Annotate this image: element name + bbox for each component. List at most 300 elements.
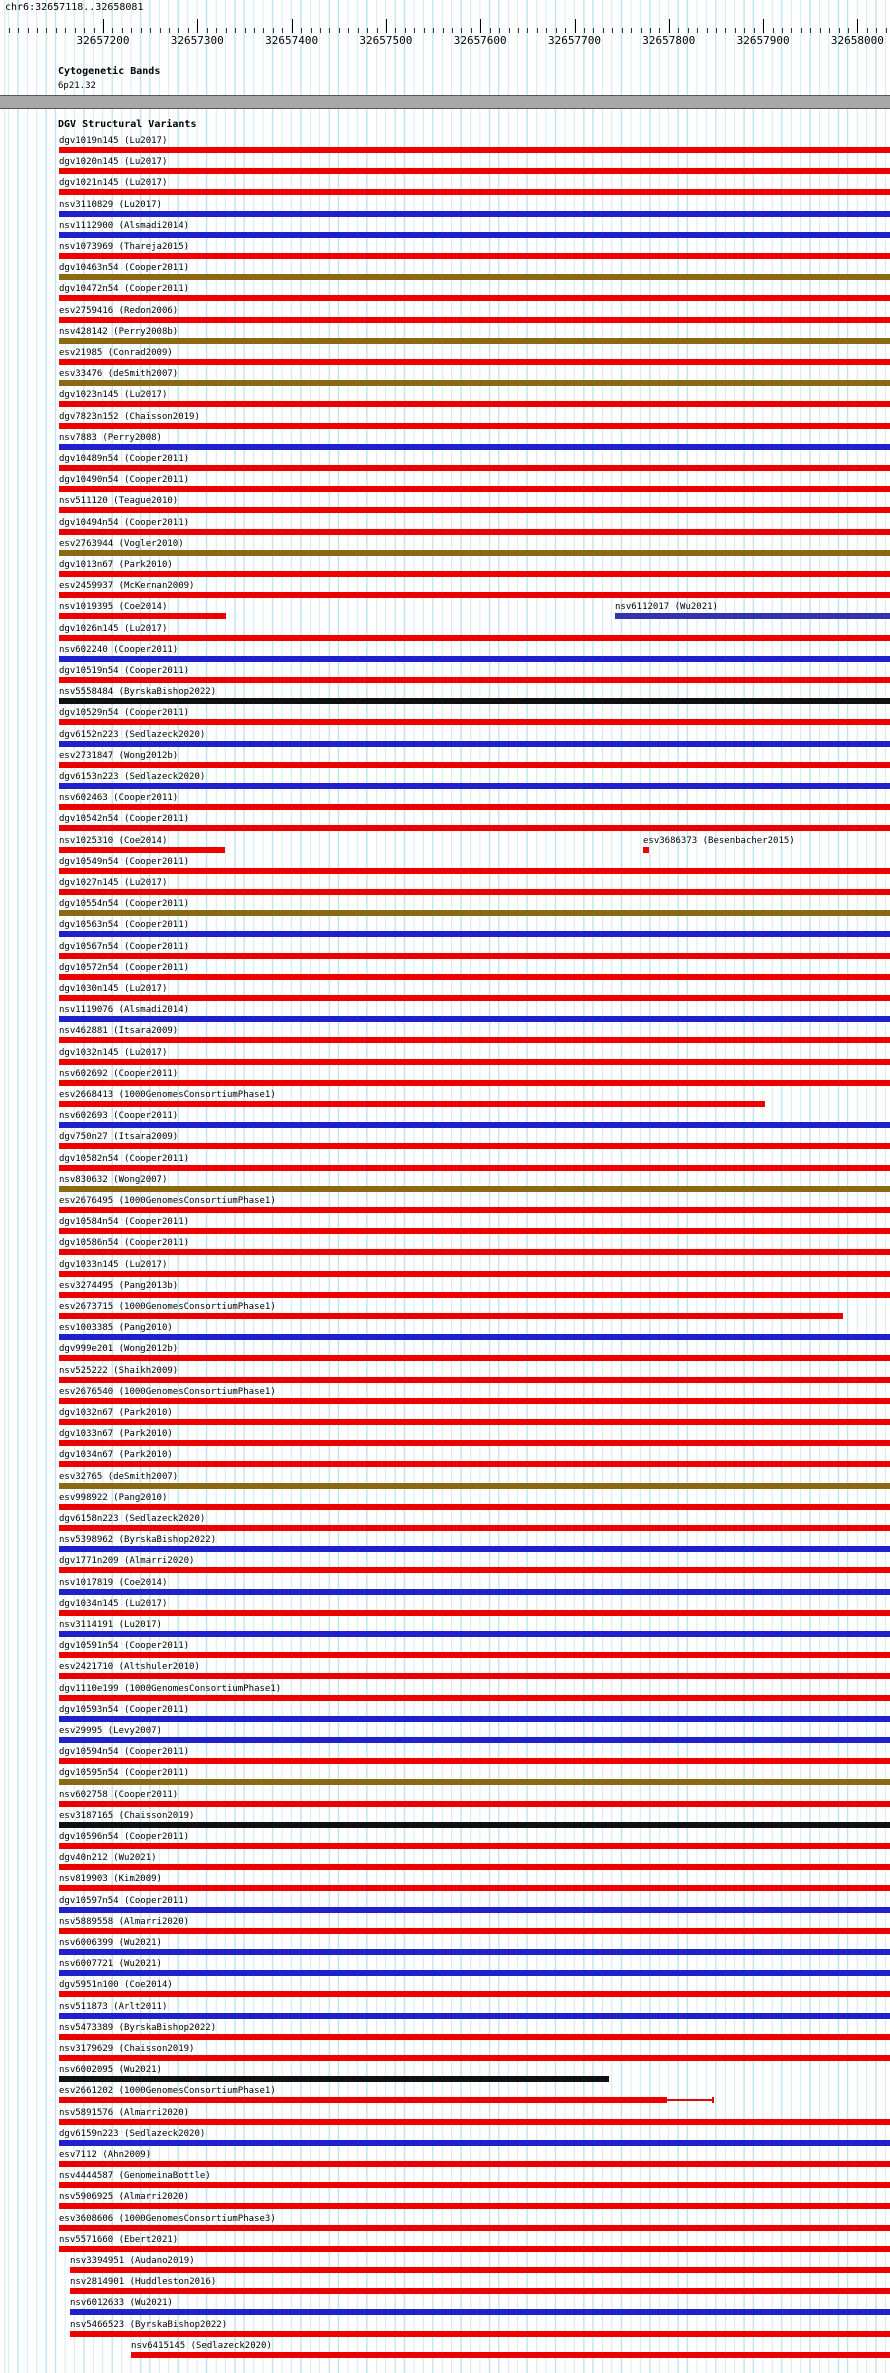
variant-bar[interactable]	[59, 444, 890, 450]
ruler-minor-tick	[810, 28, 811, 33]
variant-bar[interactable]	[59, 741, 890, 747]
variant-bar[interactable]	[59, 232, 890, 238]
variant-bar[interactable]	[59, 1165, 890, 1171]
variant-bar[interactable]	[59, 1652, 890, 1658]
ruler-minor-tick	[886, 28, 887, 33]
variant-label: dgv10542n54 (Cooper2011)	[59, 814, 190, 825]
variant-bar[interactable]	[59, 2225, 890, 2231]
ruler-tick-label: 32657700	[548, 34, 601, 47]
variant-bar[interactable]	[59, 1016, 890, 1022]
ruler-minor-tick	[405, 28, 406, 33]
ruler-minor-tick	[141, 28, 142, 33]
variant-label: nsv3179629 (Chaisson2019)	[59, 2044, 195, 2054]
variant-label: nsv5473389 (ByrskaBishop2022)	[59, 2022, 217, 2033]
variant-label: dgv10597n54 (Cooper2011)	[59, 1895, 190, 1906]
variant-label: esv1003385 (Pang2010)	[59, 1323, 173, 1334]
variant-label: dgv10596n54 (Cooper2011)	[59, 1832, 190, 1842]
ruler-minor-tick	[565, 28, 566, 33]
variant-bar[interactable]	[59, 507, 890, 513]
variant-label: dgv6158n223 (Sedlazeck2020)	[59, 1514, 206, 1524]
ruler-minor-tick	[94, 28, 95, 33]
variant-bar[interactable]	[59, 974, 890, 980]
ruler-minor-tick	[282, 28, 283, 33]
variant-tail-line	[667, 2099, 713, 2101]
variant-label: nsv525222 (Shaikh2009)	[59, 1365, 179, 1376]
variant-bar[interactable]	[59, 2097, 667, 2103]
variant-label: nsv6006399 (Wu2021)	[59, 1938, 162, 1948]
variant-bar[interactable]	[59, 1610, 890, 1616]
variant-label: nsv7883 (Perry2008)	[59, 432, 162, 443]
variant-bar[interactable]	[59, 656, 890, 662]
ruler-minor-tick	[263, 28, 264, 33]
ruler-minor-tick	[37, 28, 38, 33]
ruler-minor-tick	[254, 28, 255, 33]
variant-bar[interactable]	[59, 2013, 890, 2019]
variant-bar[interactable]	[59, 2119, 890, 2125]
ruler-tick-label: 32657600	[453, 34, 507, 47]
ruler-minor-tick	[707, 28, 708, 33]
ruler-minor-tick	[678, 28, 679, 33]
variant-bar[interactable]	[59, 1377, 890, 1383]
variant-label: nsv511873 (Arlt2011)	[59, 2001, 168, 2012]
variant-label: nsv5398962 (ByrskaBishop2022)	[59, 1535, 217, 1546]
variant-bar[interactable]	[59, 274, 890, 280]
ruler-minor-tick	[622, 28, 623, 33]
variant-bar[interactable]	[59, 719, 890, 725]
variant-bar[interactable]	[59, 1589, 890, 1595]
variant-bar[interactable]	[59, 1779, 890, 1785]
ruler-minor-tick	[773, 28, 774, 33]
variant-label: dgv1033n145 (Lu2017)	[59, 1259, 168, 1270]
variant-bar[interactable]	[59, 1991, 890, 1997]
ruler-minor-tick	[829, 28, 830, 33]
ruler-minor-tick	[546, 28, 547, 33]
variant-bar[interactable]	[59, 1440, 890, 1446]
variant-bar[interactable]	[59, 486, 890, 492]
variant-bar[interactable]	[59, 592, 890, 598]
variant-label: esv3608606 (1000GenomesConsortiumPhase3)	[59, 2213, 276, 2224]
variant-label: nsv830632 (Wong2007)	[59, 1174, 168, 1185]
ruler-minor-tick	[688, 28, 689, 33]
ruler-minor-tick	[839, 28, 840, 33]
variant-label: dgv10529n54 (Cooper2011)	[59, 708, 190, 719]
variant-bar[interactable]	[59, 1822, 890, 1828]
ruler-major-tick	[857, 19, 858, 33]
ruler-minor-tick	[178, 28, 179, 33]
variant-bar[interactable]	[70, 2267, 890, 2273]
variant-bar[interactable]	[59, 1334, 890, 1340]
variant-label: esv3686373 (Besenbacher2015)	[643, 835, 795, 846]
variant-label: nsv511120 (Teague2010)	[59, 496, 179, 507]
variant-label: nsv4444587 (GenomeinaBottle)	[59, 2171, 211, 2182]
variant-bar[interactable]	[59, 1885, 890, 1891]
variant-bar[interactable]	[59, 1122, 890, 1128]
variant-label: esv2676495 (1000GenomesConsortiumPhase1)	[59, 1196, 276, 1206]
variant-bar[interactable]	[59, 847, 225, 853]
variant-label: dgv1020n145 (Lu2017)	[59, 157, 168, 168]
variant-bar[interactable]	[59, 2034, 890, 2040]
variant-bar[interactable]	[59, 1249, 890, 1255]
variant-label: nsv6007721 (Wu2021)	[59, 1959, 162, 1970]
ruler-minor-tick	[46, 28, 47, 33]
variant-bar[interactable]	[615, 613, 890, 619]
variant-bar[interactable]	[59, 189, 890, 195]
variant-label: esv21985 (Conrad2009)	[59, 348, 173, 358]
variant-label: dgv1034n67 (Park2010)	[59, 1450, 173, 1461]
ruler-major-tick	[763, 19, 764, 33]
ruler-major-tick	[480, 19, 481, 33]
variant-label: nsv819903 (Kim2009)	[59, 1874, 162, 1885]
ruler-minor-tick	[18, 28, 19, 33]
ruler-minor-tick	[150, 28, 151, 33]
ruler-minor-tick	[28, 28, 29, 33]
variant-label: nsv3394951 (Audano2019)	[70, 2256, 195, 2266]
variant-label: esv998922 (Pang2010)	[59, 1492, 168, 1503]
variant-bar[interactable]	[59, 1801, 890, 1807]
cytoband-name: 6p21.32	[58, 81, 96, 91]
variant-label: nsv5466523 (ByrskaBishop2022)	[70, 2319, 228, 2330]
ruler-minor-tick	[75, 28, 76, 33]
ruler-minor-tick	[56, 28, 57, 33]
variant-label: nsv1073969 (Thareja2015)	[59, 242, 190, 252]
variant-label: nsv5891576 (Almarri2020)	[59, 2107, 190, 2118]
variant-bar[interactable]	[59, 211, 890, 217]
variant-bar[interactable]	[59, 2161, 890, 2167]
variant-label: nsv6012633 (Wu2021)	[70, 2298, 173, 2309]
variant-label: dgv10519n54 (Cooper2011)	[59, 666, 190, 676]
ruler-tick-label: 32657400	[265, 34, 319, 47]
variant-label: dgv40n212 (Wu2021)	[59, 1853, 157, 1864]
variant-bar[interactable]	[59, 1292, 890, 1298]
ruler-minor-tick	[9, 28, 10, 33]
variant-bar[interactable]	[59, 1843, 890, 1849]
ruler-major-tick	[669, 19, 670, 33]
variant-label: esv3187165 (Chaisson2019)	[59, 1810, 195, 1821]
variant-bar[interactable]	[59, 1737, 890, 1743]
ruler-minor-tick	[537, 28, 538, 33]
variant-bar[interactable]	[59, 1037, 890, 1043]
ruler-minor-tick	[499, 28, 500, 33]
variant-bar[interactable]	[59, 783, 890, 789]
ruler-minor-tick	[659, 28, 660, 33]
ruler-minor-tick	[518, 28, 519, 33]
ruler-minor-tick	[311, 28, 312, 33]
variant-bar[interactable]	[59, 2055, 890, 2061]
variant-bar[interactable]	[59, 423, 890, 429]
variant-label: dgv6153n223 (Sedlazeck2020)	[59, 772, 206, 782]
variant-bar[interactable]	[59, 1716, 890, 1722]
variant-label: dgv10586n54 (Cooper2011)	[59, 1238, 190, 1249]
ruler-minor-tick	[490, 28, 491, 33]
ruler-minor-tick	[84, 28, 85, 33]
variant-bar[interactable]	[59, 2076, 609, 2082]
variant-bar[interactable]	[59, 698, 890, 704]
variant-bar[interactable]	[59, 1271, 890, 1277]
ruler-minor-tick	[160, 28, 161, 33]
variant-label: nsv6002095 (Wu2021)	[59, 2065, 162, 2076]
cytoband-bar[interactable]	[0, 95, 890, 109]
variant-bar[interactable]	[59, 1461, 890, 1467]
ruler-minor-tick	[801, 28, 802, 33]
ruler-minor-tick	[697, 28, 698, 33]
variant-bar[interactable]	[70, 2288, 890, 2294]
variant-label: esv2673715 (1000GenomesConsortiumPhase1)	[59, 1302, 276, 1312]
variant-bar[interactable]	[59, 1228, 890, 1234]
variant-bar[interactable]	[59, 613, 226, 619]
variant-bar[interactable]	[59, 931, 890, 937]
variant-bar[interactable]	[59, 1695, 890, 1701]
ruler-minor-tick	[820, 28, 821, 33]
variant-bar[interactable]	[59, 168, 890, 174]
ruler-minor-tick	[273, 28, 274, 33]
variant-bar[interactable]	[59, 380, 890, 386]
ruler-major-tick	[197, 19, 198, 33]
variant-bar[interactable]	[59, 571, 890, 577]
variant-label: esv2459937 (McKernan2009)	[59, 581, 195, 592]
ruler-minor-tick	[471, 28, 472, 33]
variant-bar[interactable]	[59, 359, 890, 365]
variant-bar[interactable]	[59, 1398, 890, 1404]
variant-bar[interactable]	[59, 1143, 890, 1149]
ruler-tick-label: 32657900	[736, 34, 790, 47]
ruler-minor-tick	[131, 28, 132, 33]
variant-bar[interactable]	[59, 1059, 890, 1065]
variant-label: dgv1021n145 (Lu2017)	[59, 178, 168, 189]
ruler-minor-tick	[112, 28, 113, 33]
variant-bar[interactable]	[59, 1483, 890, 1489]
variant-bar[interactable]	[59, 1546, 890, 1552]
variant-bar[interactable]	[59, 401, 890, 407]
variant-label: dgv1030n145 (Lu2017)	[59, 984, 168, 994]
dgv-track-title: DGV Structural Variants	[58, 119, 197, 130]
variant-label: dgv10572n54 (Cooper2011)	[59, 962, 190, 973]
variant-bar[interactable]	[59, 1525, 890, 1531]
variant-label: nsv602463 (Cooper2011)	[59, 793, 179, 804]
variant-label: esv2759416 (Redon2006)	[59, 305, 179, 316]
variant-bar[interactable]	[59, 804, 890, 810]
variant-bar[interactable]	[59, 1419, 890, 1425]
ruler-minor-tick	[235, 28, 236, 33]
variant-label: esv7112 (Ahn2009)	[59, 2150, 152, 2160]
variant-bar[interactable]	[59, 1101, 765, 1107]
ruler-major-tick	[575, 19, 576, 33]
variant-bar[interactable]	[59, 550, 890, 556]
ruler-minor-tick	[791, 28, 792, 33]
variant-label: dgv1034n145 (Lu2017)	[59, 1598, 168, 1609]
variant-bar[interactable]	[59, 1907, 890, 1913]
ruler-minor-tick	[245, 28, 246, 33]
variant-label: dgv1110e199 (1000GenomesConsortiumPhase1)	[59, 1683, 282, 1694]
variant-bar[interactable]	[59, 1758, 890, 1764]
variant-label: esv2731847 (Wong2012b)	[59, 750, 179, 761]
variant-tail-tick	[712, 2097, 714, 2103]
variant-label: nsv5571660 (Ebert2021)	[59, 2234, 179, 2245]
variant-bar[interactable]	[59, 1355, 890, 1361]
ruler-minor-tick	[169, 28, 170, 33]
variant-bar[interactable]	[131, 2352, 890, 2358]
variant-label: dgv10567n54 (Cooper2011)	[59, 941, 190, 952]
variant-bar[interactable]	[59, 635, 890, 641]
ruler-minor-tick	[461, 28, 462, 33]
ruler-tick-label: 32657800	[642, 34, 696, 47]
variant-label: nsv5889558 (Almarri2020)	[59, 1916, 190, 1927]
region-coordinates: chr6:32657118..32658081	[5, 2, 144, 13]
ruler-minor-tick	[226, 28, 227, 33]
ruler-major-tick	[103, 19, 104, 33]
variant-label: dgv10463n54 (Cooper2011)	[59, 263, 190, 274]
variant-bar[interactable]	[59, 1673, 890, 1679]
variant-label: esv29995 (Levy2007)	[59, 1726, 162, 1736]
ruler-minor-tick	[367, 28, 368, 33]
ruler-minor-tick	[358, 28, 359, 33]
ruler-minor-tick	[122, 28, 123, 33]
variant-label: dgv10595n54 (Cooper2011)	[59, 1768, 190, 1779]
variant-label: dgv5951n100 (Coe2014)	[59, 1980, 173, 1991]
variant-bar[interactable]	[59, 825, 890, 831]
variant-label: nsv1119076 (Alsmadi2014)	[59, 1005, 190, 1016]
variant-label: esv2668413 (1000GenomesConsortiumPhase1)	[59, 1090, 276, 1100]
ruler-minor-tick	[612, 28, 613, 33]
ruler-minor-tick	[641, 28, 642, 33]
variant-label: nsv602692 (Cooper2011)	[59, 1068, 179, 1079]
variant-label: nsv6112017 (Wu2021)	[615, 602, 718, 613]
variant-label: nsv1025310 (Coe2014)	[59, 835, 168, 846]
ruler-minor-tick	[433, 28, 434, 33]
variant-label: dgv1032n67 (Park2010)	[59, 1408, 173, 1418]
variant-bar[interactable]	[59, 953, 890, 959]
ruler-minor-tick	[452, 28, 453, 33]
variant-bar[interactable]	[59, 1864, 890, 1870]
variant-bar[interactable]	[59, 1504, 890, 1510]
variant-bar[interactable]	[59, 1567, 890, 1573]
variant-label: dgv1023n145 (Lu2017)	[59, 390, 168, 401]
ruler-tick-label: 32657500	[359, 34, 413, 47]
variant-label: esv33476 (deSmith2007)	[59, 369, 179, 380]
ruler-minor-tick	[876, 28, 877, 33]
ruler-minor-tick	[320, 28, 321, 33]
variant-label: dgv7823n152 (Chaisson2019)	[59, 411, 200, 422]
variant-label: dgv1019n145 (Lu2017)	[59, 136, 168, 146]
variant-bar[interactable]	[59, 317, 890, 323]
variant-bar[interactable]	[59, 253, 890, 259]
ruler-minor-tick	[527, 28, 528, 33]
variant-label: nsv2814901 (Huddleston2016)	[70, 2277, 217, 2288]
variant-bar[interactable]	[59, 2182, 890, 2188]
variant-label: dgv999e201 (Wong2012b)	[59, 1344, 179, 1355]
variant-bar[interactable]	[59, 2203, 890, 2209]
variant-bar[interactable]	[59, 1207, 890, 1213]
ruler-minor-tick	[65, 28, 66, 33]
variant-label: dgv6159n223 (Sedlazeck2020)	[59, 2128, 206, 2139]
variant-bar[interactable]	[59, 889, 890, 895]
variant-bar[interactable]	[70, 2331, 890, 2337]
ruler-minor-tick	[782, 28, 783, 33]
variant-bar[interactable]	[59, 910, 890, 916]
variant-bar[interactable]	[59, 995, 890, 1001]
variant-bar[interactable]	[59, 338, 890, 344]
variant-label: esv2421710 (Altshuler2010)	[59, 1662, 200, 1673]
ruler-minor-tick	[716, 28, 717, 33]
variant-label: nsv1017819 (Coe2014)	[59, 1577, 168, 1588]
ruler-minor-tick	[725, 28, 726, 33]
ruler-minor-tick	[631, 28, 632, 33]
variant-label: dgv10490n54 (Cooper2011)	[59, 475, 190, 486]
variant-bar[interactable]	[59, 2246, 890, 2252]
ruler-minor-tick	[735, 28, 736, 33]
variant-bar[interactable]	[59, 1970, 890, 1976]
variant-bar[interactable]	[70, 2309, 890, 2315]
variant-bar[interactable]	[59, 295, 890, 301]
variant-bar[interactable]	[59, 147, 890, 153]
variant-bar[interactable]	[59, 1080, 890, 1086]
variant-label: esv3274495 (Pang2013b)	[59, 1280, 179, 1291]
variant-label: dgv10554n54 (Cooper2011)	[59, 899, 190, 910]
variant-label: dgv1033n67 (Park2010)	[59, 1429, 173, 1440]
variant-label: dgv10472n54 (Cooper2011)	[59, 284, 190, 295]
variant-bar[interactable]	[59, 677, 890, 683]
variant-label: nsv3110829 (Lu2017)	[59, 199, 162, 210]
ruler-minor-tick	[424, 28, 425, 33]
variant-label: dgv1027n145 (Lu2017)	[59, 878, 168, 888]
variant-label: dgv10494n54 (Cooper2011)	[59, 517, 190, 528]
ruler-minor-tick	[650, 28, 651, 33]
cytoband-track-title: Cytogenetic Bands	[58, 66, 161, 77]
variant-label: esv32765 (deSmith2007)	[59, 1471, 179, 1482]
variant-label: nsv1019395 (Coe2014)	[59, 602, 168, 613]
ruler-major-tick	[292, 19, 293, 33]
variant-bar[interactable]	[59, 2140, 890, 2146]
variant-label: esv2661202 (1000GenomesConsortiumPhase1)	[59, 2086, 276, 2097]
variant-bar[interactable]	[59, 529, 890, 535]
ruler-minor-tick	[301, 28, 302, 33]
variant-label: nsv5906925 (Almarri2020)	[59, 2192, 190, 2203]
ruler-minor-tick	[867, 28, 868, 33]
variant-label: dgv10584n54 (Cooper2011)	[59, 1217, 190, 1228]
variant-label: nsv1112900 (Alsmadi2014)	[59, 220, 190, 231]
variant-label: dgv10563n54 (Cooper2011)	[59, 920, 190, 931]
ruler-minor-tick	[414, 28, 415, 33]
ruler-minor-tick	[848, 28, 849, 33]
variant-label: dgv1013n67 (Park2010)	[59, 560, 173, 570]
variant-bar[interactable]	[643, 847, 649, 853]
ruler-tick-label: 32657200	[76, 34, 130, 47]
variant-label: esv2763944 (Vogler2010)	[59, 538, 184, 549]
variant-label: esv2676540 (1000GenomesConsortiumPhase1)	[59, 1386, 276, 1397]
ruler-minor-tick	[377, 28, 378, 33]
ruler-minor-tick	[395, 28, 396, 33]
ruler-minor-tick	[509, 28, 510, 33]
variant-label: dgv10489n54 (Cooper2011)	[59, 454, 190, 464]
ruler-minor-tick	[348, 28, 349, 33]
variant-bar[interactable]	[59, 1186, 890, 1192]
variant-bar[interactable]	[59, 868, 890, 874]
variant-bar[interactable]	[59, 762, 890, 768]
variant-label: nsv6415145 (Sedlazeck2020)	[131, 2340, 272, 2351]
ruler-minor-tick	[744, 28, 745, 33]
variant-label: dgv1026n145 (Lu2017)	[59, 623, 168, 634]
variant-bar[interactable]	[59, 465, 890, 471]
ruler-minor-tick	[603, 28, 604, 33]
variant-label: dgv750n27 (Itsara2009)	[59, 1132, 179, 1143]
variant-bar[interactable]	[59, 1949, 890, 1955]
variant-bar[interactable]	[59, 1631, 890, 1637]
variant-label: dgv6152n223 (Sedlazeck2020)	[59, 729, 206, 740]
variant-label: nsv462881 (Itsara2009)	[59, 1026, 179, 1037]
variant-label: dgv10591n54 (Cooper2011)	[59, 1641, 190, 1652]
variant-bar[interactable]	[59, 1313, 843, 1319]
variant-label: nsv602240 (Cooper2011)	[59, 644, 179, 655]
variant-bar[interactable]	[59, 1928, 890, 1934]
